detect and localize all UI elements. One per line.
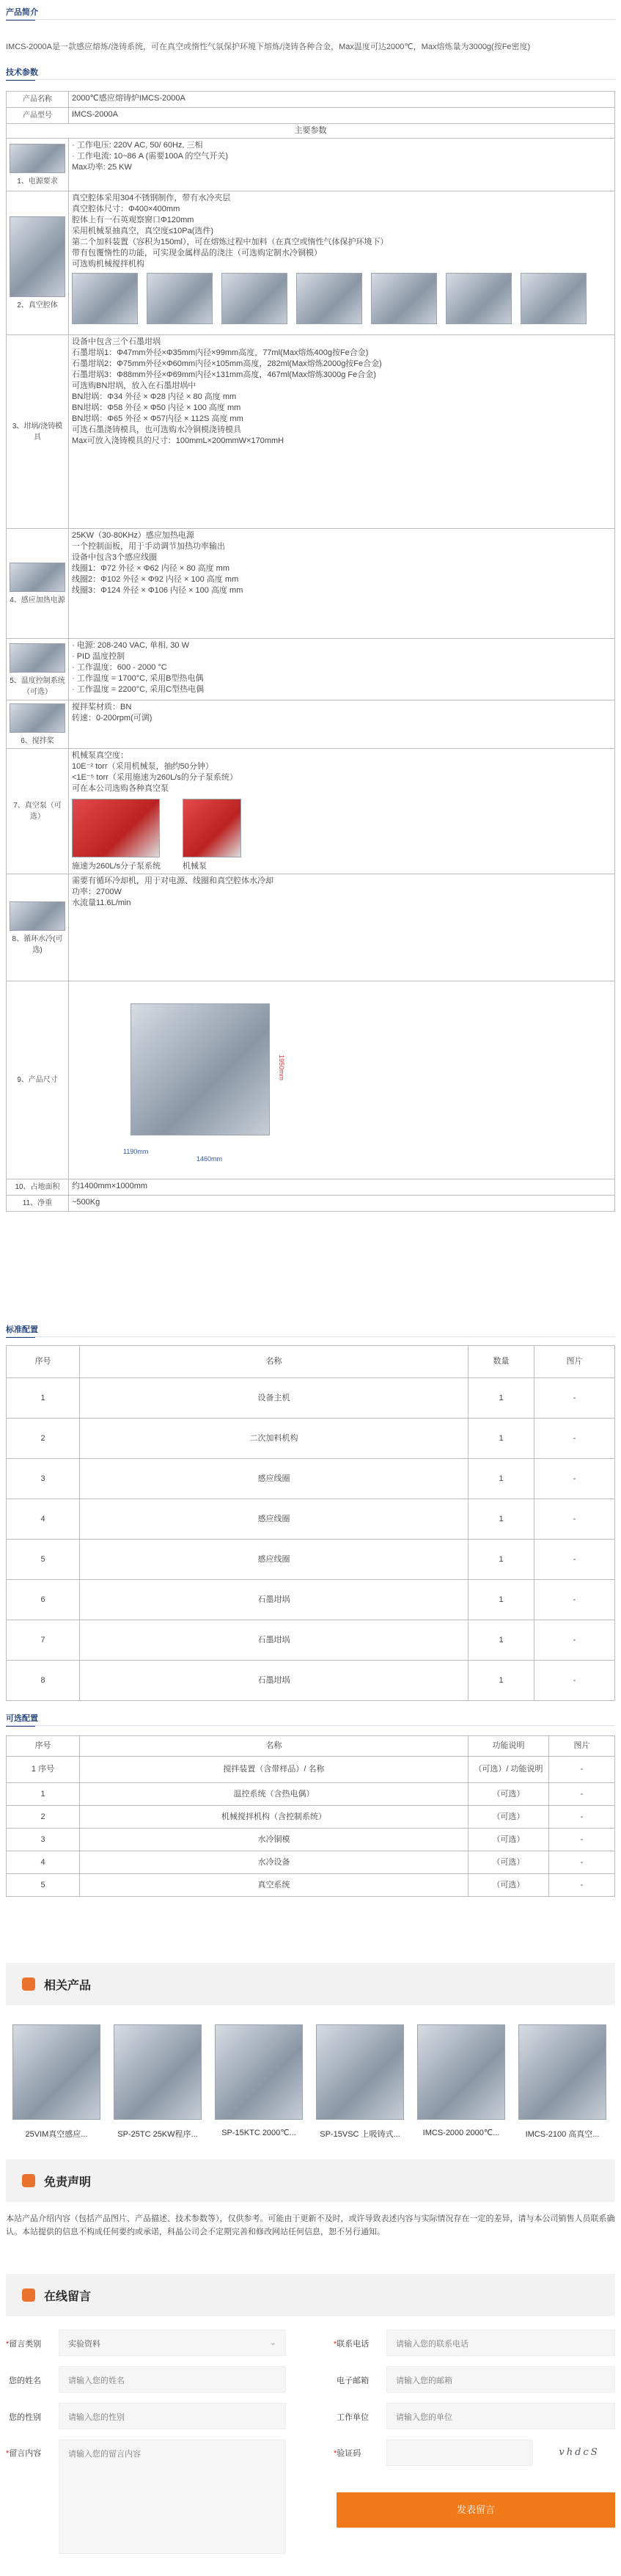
optional-config-table xyxy=(6,1735,615,1897)
section-title-optional: 可选配置 xyxy=(6,1712,38,1727)
chamber-photos xyxy=(72,273,611,324)
captcha-image[interactable]: vhdcS xyxy=(559,2447,600,2458)
table-row xyxy=(7,1540,615,1580)
table-cell: - xyxy=(549,1783,615,1806)
pump-item xyxy=(183,799,241,872)
dimension-label: 1950mm xyxy=(278,1055,285,1081)
table-cell: 1 xyxy=(468,1580,534,1620)
table-cell: 感应线圈 xyxy=(80,1540,468,1580)
table-cell: 石墨坩埚 xyxy=(80,1580,468,1620)
product-name: SP-15VSC 上吸铸式... xyxy=(320,2130,400,2139)
chamber-photo xyxy=(296,273,362,324)
related-product[interactable] xyxy=(107,2024,208,2140)
message-title: 在线留言 xyxy=(44,2290,92,2303)
table-cell: - xyxy=(549,1757,615,1783)
table-row xyxy=(7,1829,615,1851)
product-name: IMCS-2000 2000℃... xyxy=(422,2129,500,2137)
table-row xyxy=(7,1580,615,1620)
spec-line: 线圈3：Φ124 外径 × Φ106 内径 × 100 高度 mm xyxy=(72,586,243,595)
spec-line: Max可放入浇铸模具的尺寸：100mmL×200mmW×170mmH xyxy=(72,436,284,445)
spec-photo xyxy=(10,643,65,673)
chat-icon xyxy=(22,2288,35,2302)
spec-line: · 工作电流: 10~86 A (需要100A 的空气开关) xyxy=(72,152,229,161)
table-cell: 1 xyxy=(468,1378,534,1419)
chamber-photo xyxy=(521,273,587,324)
spec-model-value: IMCS-2000A xyxy=(69,108,615,124)
table-cell: - xyxy=(549,1851,615,1874)
spec-line: 采用机械泵抽真空，真空度≤10Pa(选件) xyxy=(72,227,214,235)
spec-row-value xyxy=(69,639,615,700)
spec-row-value xyxy=(69,139,615,191)
spec-photo xyxy=(10,144,65,173)
spec-line: 功率：2700W xyxy=(72,888,122,896)
table-cell: 二次加料机构 xyxy=(80,1419,468,1459)
spec-line: 真空腔体采用304不锈钢制作，带有水冷夹层 xyxy=(72,194,231,202)
product-thumbnail xyxy=(518,2024,606,2120)
table-cell: 水冷铜模 xyxy=(80,1829,468,1851)
table-cell: 1 序号 xyxy=(7,1757,80,1783)
spec-photo xyxy=(10,563,65,592)
std-header: 图片 xyxy=(534,1346,615,1378)
spec-row-label: 7、真空泵（可选） xyxy=(7,749,69,874)
spec-line: 10E⁻² torr（采用机械泵，抽约50分钟） xyxy=(72,762,213,771)
table-cell: 水冷设备 xyxy=(80,1851,468,1874)
product-thumbnail xyxy=(12,2024,100,2120)
spec-line: 可选购BN坩埚，放入在石墨坩埚中 xyxy=(72,381,196,390)
captcha-input[interactable] xyxy=(386,2440,533,2466)
spec-main-params-header: 主要参数 xyxy=(7,124,615,139)
spec-row-label: 2、真空腔体 xyxy=(7,191,69,335)
phone-input[interactable]: 请输入您的联系电话 xyxy=(386,2330,615,2356)
name-input[interactable]: 请输入您的姓名 xyxy=(59,2366,286,2393)
divider xyxy=(6,19,615,20)
spec-row-label: 9、产品尺寸 xyxy=(7,981,69,1179)
content-label: *留言内容 xyxy=(6,2449,42,2458)
table-row xyxy=(7,1661,615,1701)
spec-row-value xyxy=(69,874,615,981)
table-cell: （可选） xyxy=(468,1783,549,1806)
chamber-photo xyxy=(221,273,287,324)
spec-line: 机械泵真空度： xyxy=(72,751,128,760)
spec-line: 线圈2：Φ102 外径 × Φ92 内径 × 100 高度 mm xyxy=(72,575,239,584)
product-name: IMCS-2100 高真空... xyxy=(525,2130,600,2139)
chamber-photo xyxy=(446,273,512,324)
table-cell: 感应线圈 xyxy=(80,1499,468,1540)
spec-line: BN坩埚：Φ34 外径 × Φ28 内径 × 80 高度 mm xyxy=(72,392,237,401)
dimension-drawing xyxy=(116,989,306,1172)
section-title-std: 标准配置 xyxy=(6,1323,38,1338)
spec-table xyxy=(6,91,615,1212)
table-cell: （可选）/ 功能说明 xyxy=(468,1757,549,1783)
shield-icon xyxy=(22,2174,35,2187)
spec-photo xyxy=(10,216,65,297)
spec-line: 线圈1：Φ72 外径 × Φ62 内径 × 80 高度 mm xyxy=(72,564,229,573)
table-cell: 感应线圈 xyxy=(80,1459,468,1499)
opt-header: 功能说明 xyxy=(468,1736,549,1757)
spec-row-value xyxy=(69,529,615,639)
spec-line: 可选购机械搅拌机构 xyxy=(72,260,144,268)
table-cell: - xyxy=(534,1540,615,1580)
opt-header: 图片 xyxy=(549,1736,615,1757)
table-cell: 2 xyxy=(7,1419,80,1459)
spec-row-label: 6、搅拌桨 xyxy=(7,700,69,749)
pump-caption: 机械泵 xyxy=(183,862,207,871)
table-cell: 1 xyxy=(468,1419,534,1459)
table-cell: 1 xyxy=(468,1661,534,1701)
spec-row-value xyxy=(69,749,615,874)
type-select[interactable]: 实验资料 ⌄ xyxy=(59,2330,286,2356)
table-cell: （可选） xyxy=(468,1829,549,1851)
pump-photos xyxy=(72,799,611,872)
spec-line: 石墨坩埚3：Φ88mm外径×Φ69mm内径×131mm高度，467ml(Max熔炼3000g Fe合金) xyxy=(72,370,376,379)
product-thumbnail xyxy=(316,2024,404,2120)
table-cell: 搅拌装置（含带样品）/ 名称 xyxy=(80,1757,468,1783)
spec-line: · 工作温度：600 - 2000 °C xyxy=(72,663,167,672)
table-cell: - xyxy=(534,1378,615,1419)
related-product[interactable] xyxy=(309,2024,411,2140)
spec-line: 设备中包含3个感应线圈 xyxy=(72,553,158,562)
spec-row xyxy=(7,529,615,639)
table-row xyxy=(7,1378,615,1419)
table-cell: 1 xyxy=(468,1459,534,1499)
table-row xyxy=(7,1874,615,1897)
divider xyxy=(6,1336,615,1337)
spec-line: 真空腔体尺寸：Φ400×400mm xyxy=(72,205,180,213)
email-input[interactable]: 请输入您的邮箱 xyxy=(386,2366,615,2393)
spec-photo xyxy=(10,703,65,733)
chamber-photo xyxy=(371,273,437,324)
related-title: 相关产品 xyxy=(44,1979,92,1992)
table-cell: - xyxy=(534,1661,615,1701)
spec-line: 可选石墨浇铸模具，也可选购水冷铜模浇铸模具 xyxy=(72,425,241,434)
intro-text: IMCS-2000A是一款感应熔炼/浇铸系统，可在真空或惰性气氛保护环境下熔炼/浇铸各种合金，Max温度可达2000℃，Max熔炼量为3000g(按Fe密度) xyxy=(6,43,531,51)
disclaimer-text: 本站产品介绍内容（包括产品图片、产品描述、技术参数等），仅供参考。可能由于更新不及时，或许导致表述内容与实际情况存在一定的差异，请与本公司销售人员联系确认。本站提供的信息不构成任何要约或承诺，科晶公司会不定期完善和修改网站任何信息，恕不另行通知。 xyxy=(6,2214,615,2236)
message-banner xyxy=(6,2274,615,2316)
captcha-label: *验证码 xyxy=(334,2449,361,2458)
spec-line: 水流量11.6L/min xyxy=(72,899,131,907)
spec-row xyxy=(7,749,615,874)
table-row xyxy=(7,1806,615,1829)
product-name: SP-15KTC 2000℃... xyxy=(221,2129,296,2137)
spec-line: · PID 温度控制 xyxy=(72,652,125,661)
table-cell: 真空系统 xyxy=(80,1874,468,1897)
spec-line: 需要有循环冷却机，用于对电源、线圈和真空腔体水冷却 xyxy=(72,877,273,885)
table-row xyxy=(7,1459,615,1499)
pump-photo xyxy=(72,799,160,857)
spec-line: Max功率: 25 KW xyxy=(72,163,132,172)
spec-row-value xyxy=(69,981,615,1179)
table-cell: 1 xyxy=(7,1783,80,1806)
section-title-intro: 产品简介 xyxy=(6,6,38,21)
table-cell: 2 xyxy=(7,1806,80,1829)
opt-header: 名称 xyxy=(80,1736,468,1757)
divider xyxy=(6,1725,615,1726)
spec-line: 搅拌桨材质：BN xyxy=(72,703,132,711)
table-cell: - xyxy=(534,1419,615,1459)
table-cell: 5 xyxy=(7,1874,80,1897)
table-cell: - xyxy=(549,1874,615,1897)
related-product[interactable] xyxy=(411,2024,512,2137)
table-row xyxy=(7,1783,615,1806)
table-cell: （可选） xyxy=(468,1874,549,1897)
company-label: 工作单位 xyxy=(337,2413,369,2422)
related-product[interactable] xyxy=(6,2024,107,2140)
gender-input[interactable]: 请输入您的性别 xyxy=(59,2403,286,2429)
std-header: 名称 xyxy=(80,1346,468,1378)
table-cell: 1 xyxy=(468,1499,534,1540)
table-cell: 1 xyxy=(7,1378,80,1419)
spec-line: 石墨坩埚2：Φ75mm外径×Φ60mm内径×105mm高度，282ml(Max熔炼2000g按Fe合金) xyxy=(72,359,382,368)
table-cell: - xyxy=(549,1806,615,1829)
table-cell: 1 xyxy=(468,1540,534,1580)
spec-line: 带有包覆惰性的功能，可实现金属样品的浇注（可选购定制水冷铜模） xyxy=(72,249,322,257)
spec-line: 约1400mm×1000mm xyxy=(72,1182,148,1190)
table-cell: - xyxy=(534,1580,615,1620)
table-cell: 3 xyxy=(7,1829,80,1851)
spec-row-label: 1、电源要求 xyxy=(7,139,69,191)
table-cell: 4 xyxy=(7,1851,80,1874)
spec-row-label: 4、感应加热电源 xyxy=(7,529,69,639)
table-cell: - xyxy=(549,1829,615,1851)
table-cell: 5 xyxy=(7,1540,80,1580)
submit-button[interactable]: 发表留言 xyxy=(337,2492,615,2528)
spec-photo xyxy=(10,901,65,931)
spec-row xyxy=(7,874,615,981)
related-banner xyxy=(6,1963,615,2005)
gender-label: 您的性别 xyxy=(9,2413,41,2422)
pump-item xyxy=(72,799,161,872)
spec-row-label: 11、净重 xyxy=(7,1196,69,1212)
product-name: 25VIM真空感应... xyxy=(25,2130,88,2139)
related-product[interactable] xyxy=(208,2024,309,2137)
std-header: 数量 xyxy=(468,1346,534,1378)
spec-row-value xyxy=(69,335,615,529)
table-cell: 4 xyxy=(7,1499,80,1540)
product-thumbnail xyxy=(417,2024,505,2120)
table-cell: - xyxy=(534,1499,615,1540)
spec-name-value: 2000℃感应熔铸炉IMCS-2000A xyxy=(69,92,615,108)
spec-line: <1E⁻⁵ torr（采用施速为260L/s的分子泵系统） xyxy=(72,773,238,782)
product-thumbnail xyxy=(114,2024,202,2120)
spec-row-value xyxy=(69,1196,615,1212)
machine-photo xyxy=(131,1003,270,1135)
spec-line: · 工作温度 = 2200°C, 采用C型热电偶 xyxy=(72,685,205,694)
spec-row-label: 10、占地面积 xyxy=(7,1179,69,1196)
spec-line: · 工作温度 = 1700°C, 采用B型热电偶 xyxy=(72,674,204,683)
pump-caption: 施速为260L/s分子泵系统 xyxy=(72,862,161,871)
spec-row xyxy=(7,1179,615,1196)
spec-row xyxy=(7,1196,615,1212)
table-row xyxy=(7,1757,615,1783)
dimension-label: 1190mm xyxy=(123,1148,149,1155)
product-name: SP-25TC 25KW程序... xyxy=(117,2130,198,2139)
divider xyxy=(6,79,615,80)
spec-line: 设备中包含三个石墨坩埚 xyxy=(72,337,161,346)
table-row xyxy=(7,1419,615,1459)
spec-row-value xyxy=(69,1179,615,1196)
table-cell: 6 xyxy=(7,1580,80,1620)
disclaimer-banner xyxy=(6,2159,615,2202)
table-cell: 石墨坩埚 xyxy=(80,1620,468,1661)
table-cell: - xyxy=(534,1620,615,1661)
spec-row-label: 8、循环水冷(可选) xyxy=(7,874,69,981)
spec-line: 第二个加料装置（容积为150ml），可在熔炼过程中加料（在真空或惰性气体保护环境下） xyxy=(72,238,389,246)
spec-row xyxy=(7,700,615,749)
dimension-label: 1460mm xyxy=(196,1155,223,1163)
spec-line: ~500Kg xyxy=(72,1198,100,1207)
table-cell: 7 xyxy=(7,1620,80,1661)
phone-label: *联系电话 xyxy=(334,2340,370,2349)
spec-line: 可在本公司选购各种真空泵 xyxy=(72,784,169,793)
spec-row xyxy=(7,191,615,335)
table-cell: （可选） xyxy=(468,1851,549,1874)
std-header: 序号 xyxy=(7,1346,80,1378)
spec-line: 腔体上有一石英观察窗口Φ120mm xyxy=(72,216,194,224)
email-label: 电子邮箱 xyxy=(337,2376,369,2385)
spec-line: BN坩埚：Φ65 外径 × Φ57内径 × 112S 高度 mm xyxy=(72,414,243,423)
name-label: 您的姓名 xyxy=(9,2376,41,2385)
table-row xyxy=(7,1499,615,1540)
table-cell: （可选） xyxy=(468,1806,549,1829)
table-cell: 3 xyxy=(7,1459,80,1499)
related-product[interactable] xyxy=(512,2024,613,2140)
content-textarea[interactable]: 请输入您的留言内容 xyxy=(59,2440,286,2554)
spec-name-label: 产品名称 xyxy=(7,92,69,108)
spec-line: 石墨坩埚1：Φ47mm外径×Φ35mm内径×99mm高度，77ml(Max熔炼400g按Fe合金) xyxy=(72,348,369,357)
opt-header: 序号 xyxy=(7,1736,80,1757)
table-cell: 温控系统（含热电偶） xyxy=(80,1783,468,1806)
spec-row xyxy=(7,139,615,191)
disclaimer-title: 免责声明 xyxy=(44,2176,92,2189)
spec-row xyxy=(7,335,615,529)
table-cell: 1 xyxy=(468,1620,534,1661)
table-cell: 石墨坩埚 xyxy=(80,1661,468,1701)
spec-line: 转速：0-200rpm(可调) xyxy=(72,714,153,722)
spec-row xyxy=(7,981,615,1179)
table-row xyxy=(7,1620,615,1661)
table-cell: 设备主机 xyxy=(80,1378,468,1419)
std-config-table xyxy=(6,1345,615,1701)
grid-icon xyxy=(22,1977,35,1991)
spec-model-label: 产品型号 xyxy=(7,108,69,124)
type-label: *留言类别 xyxy=(6,2340,42,2349)
table-cell: 机械搅拌机构（含控制系统） xyxy=(80,1806,468,1829)
spec-line: BN坩埚：Φ58 外径 × Φ50 内径 × 100 高度 mm xyxy=(72,403,241,412)
chamber-photo xyxy=(147,273,213,324)
spec-row-label: 5、温度控制系统（可选） xyxy=(7,639,69,700)
spec-row-value xyxy=(69,700,615,749)
spec-row-label: 3、坩埚/浇铸模具 xyxy=(7,335,69,529)
table-row xyxy=(7,1851,615,1874)
spec-line: 25KW（30-80KHz）感应加热电源 xyxy=(72,531,194,540)
pump-photo xyxy=(183,799,241,857)
company-input[interactable]: 请输入您的单位 xyxy=(386,2403,615,2429)
product-thumbnail xyxy=(215,2024,303,2120)
section-title-params: 技术参数 xyxy=(6,66,38,81)
chevron-down-icon: ⌄ xyxy=(269,2338,276,2347)
spec-line: 一个控制面板，用于手动调节加热功率输出 xyxy=(72,542,225,551)
table-cell: 8 xyxy=(7,1661,80,1701)
table-cell: - xyxy=(534,1459,615,1499)
chamber-photo xyxy=(72,273,138,324)
spec-row-value xyxy=(69,191,615,335)
spec-line: · 电源: 208-240 VAC, 单相, 30 W xyxy=(72,641,189,650)
spec-line: · 工作电压: 220V AC, 50/ 60Hz, 三相 xyxy=(72,141,203,150)
spec-row xyxy=(7,639,615,700)
